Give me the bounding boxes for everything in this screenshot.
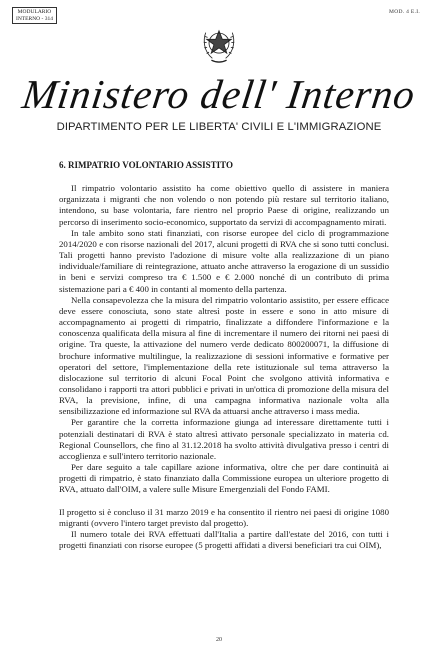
- paragraph: Per garantire che la corretta informazione giunga ad interessare direttamente tutti i potenziali destinatari di RVA è stato altresì attivato personale specializzato in materia cd. Regional Counsellors, che fino al 31.12.2018 ha svolto attività divulgativa presso i centri di accoglienza e sull'intero territorio nazionale.: [59, 417, 389, 461]
- document-body: [59, 160, 389, 551]
- paragraph: In tale ambito sono stati finanziati, con risorse europee del ciclo di programmazione 2014/2020 e con risorse nazionali del 2017, alcuni progetti di RVA che si sono tutti conclusi. Tali progetti hanno previsto l'adozione di misure volte alla realizzazione di un piano individuale/familiare di reintegrazione, attuato anche attraverso la erogazione di un sussidio in beni e servizi compreso tra € 1.500 e € 2.000 nonché di un contributo di prima sistemazione pari a € 400 in contanti al momento della partenza.: [59, 227, 389, 294]
- paragraph: Per dare seguito a tale capillare azione informativa, oltre che per dare continuità ai progetti di rimpatrio, è stato finanziato dalla Commissione europea un ulteriore progetto di RVA, attuato dall'OIM, a valere sulle Misure Emergenziali del Fondo FAMI.: [59, 462, 389, 495]
- department-name: DIPARTIMENTO PER LE LIBERTA' CIVILI E L'IMMIGRAZIONE: [56, 121, 382, 133]
- ministry-title: Ministero dell' Interno: [19, 71, 419, 117]
- paragraph: Il progetto si è concluso il 31 marzo 2019 e ha consentito il rientro nei paesi di origine 1080 migranti (ovvero l'intero target previsto dal progetto).: [59, 506, 389, 528]
- page-number: 20: [216, 637, 222, 643]
- form-stamp-box: [12, 7, 57, 24]
- stamp-line-2: INTERNO - 314: [16, 15, 53, 22]
- paragraph: Il numero totale dei RVA effettuati dall'Italia a partire dall'estate del 2016, con tutti i progetti finanziati con risorse europee (5 progetti affidati a diversi beneficiari tra cui OIM),: [59, 528, 389, 550]
- paragraph: Nella consapevolezza che la misura del rimpatrio volontario assistito, per essere efficace deve essere conosciuta, sono state altresì poste in essere e sono in atto misure di accompagnamento ai progetti di rimpatrio, finalizzate a diffondere l'informazione e la conoscenza qualificata della misura al fine di incrementare il numero dei ritorni nei paesi di origine. Tra queste, la attivazione del numero verde dedicato 800200071, la diffusione di brochure informative multilingue, la realizzazione di sessioni informative e formative per operatori del settore, l'implementazione della rete istituzionale sul tema attraverso la dislocazione sul territorio di alcuni Focal Point che svolgono attività informativa e consolidano i rapporti tra attori pubblici e privati in un'ottica di promozione della misura del RVA, la previsione, infine, di una campagna informativa nazionale volta alla sensibilizzazione ed informazione sul RVA da attuarsi anche attraverso i mass media.: [59, 294, 389, 417]
- italian-emblem-icon: [200, 25, 238, 65]
- paragraph: Il rimpatrio volontario assistito ha come obiettivo quello di assistere in maniera organizzata i migranti che non volendo o non potendo più restare sul territorio italiano, intendono, su base volontaria, fare rientro nel proprio Paese di origine, realizzando un percorso di inserimento socio-economico, supportato da servizi di accompagnamento mirati.: [59, 183, 389, 227]
- stamp-line-1: MODULARIO: [17, 9, 52, 15]
- section-title: 6. RIMPATRIO VOLONTARIO ASSISTITO: [59, 160, 234, 170]
- form-reference: MOD. 4 E.I.: [389, 9, 420, 15]
